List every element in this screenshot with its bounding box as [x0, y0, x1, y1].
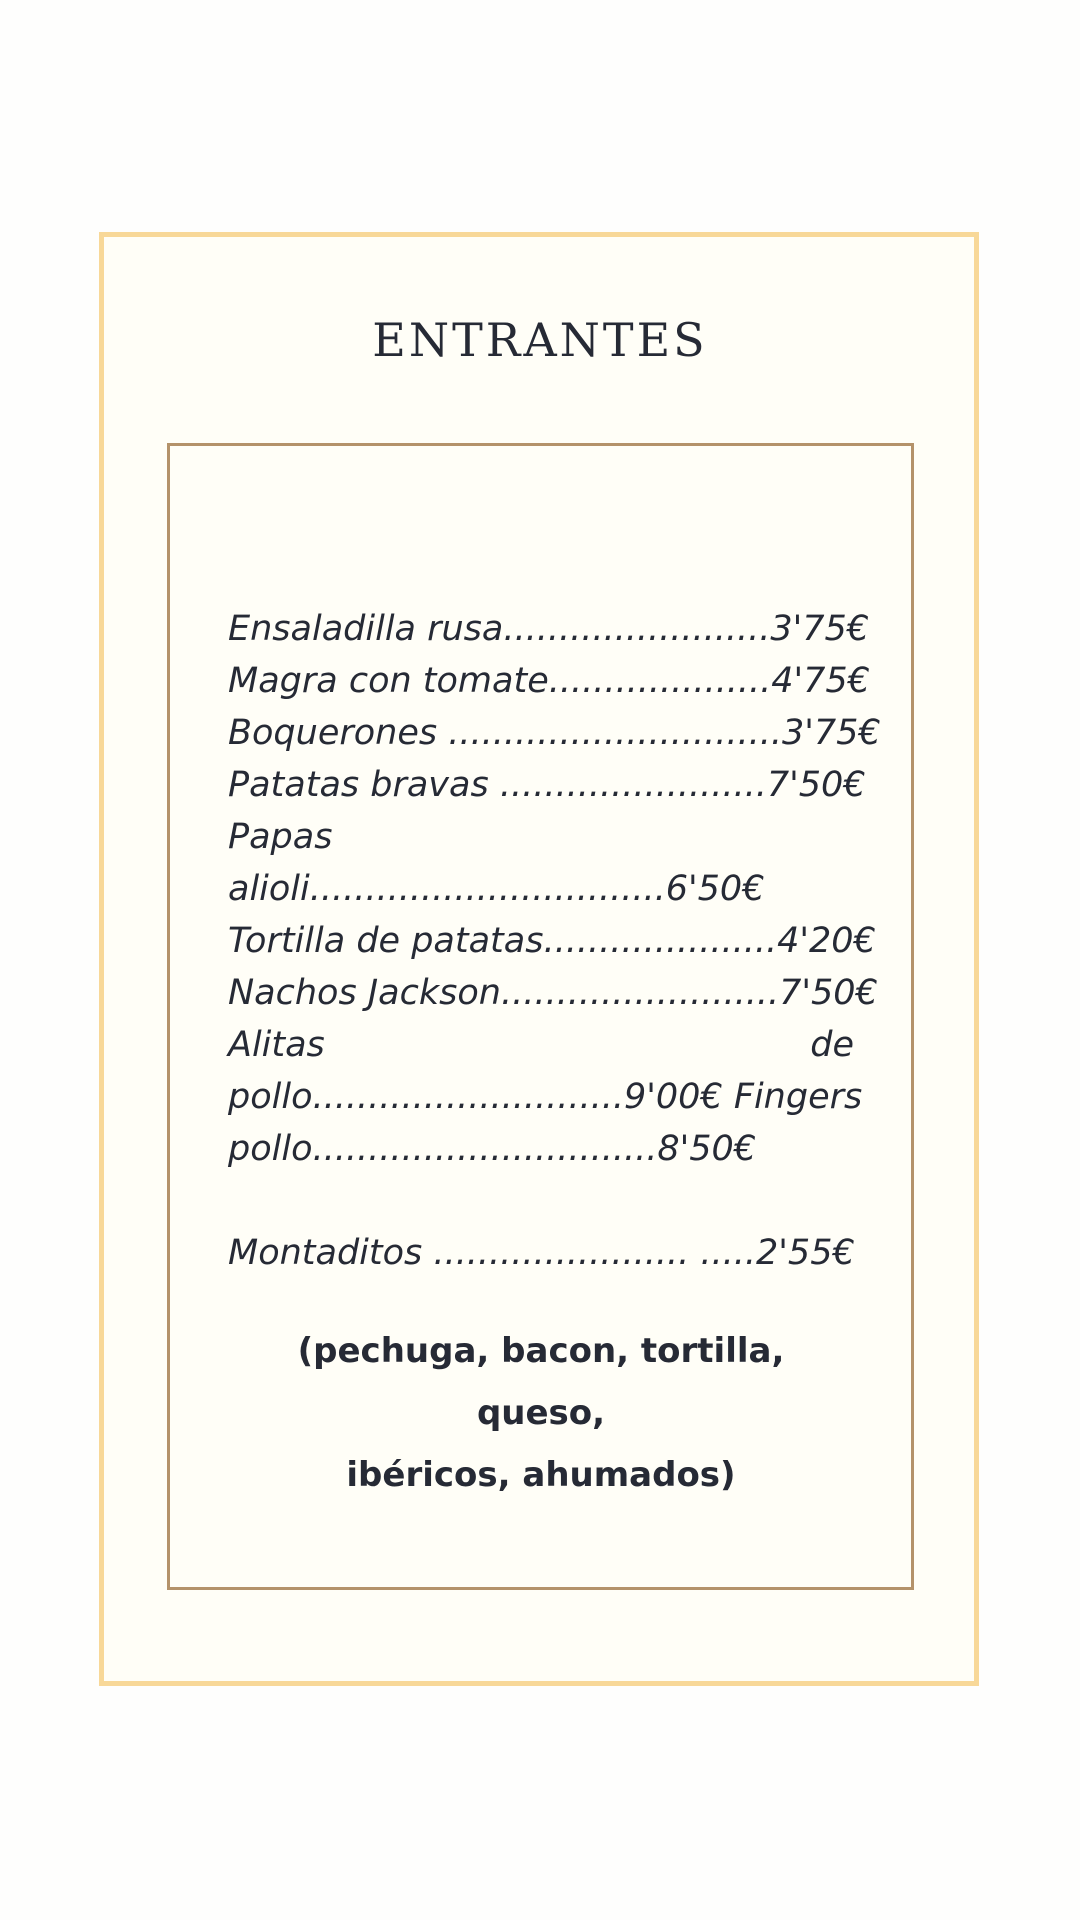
menu-item-nachos: Nachos Jackson.........................7'50€: [228, 973, 878, 1013]
section-title: ENTRANTES: [372, 313, 708, 367]
menu-item-papas: Papas: [228, 817, 333, 857]
menu-item-ensaladilla: Ensaladilla rusa........................3'75€: [228, 609, 870, 649]
montaditos-note: [228, 1320, 854, 1506]
menu-item-magra: Magra con tomate....................4'75€: [228, 661, 870, 701]
menu-item-patatas-bravas: Patatas bravas ........................7'50€: [228, 765, 866, 805]
menu-item-pollo-fingers: pollo............................9'00€ Fingers: [228, 1077, 863, 1117]
menu-items-list: [228, 603, 881, 1279]
menu-item-tortilla: Tortilla de patatas.....................4'20€: [228, 921, 876, 961]
montaditos-note-line-1: (pechuga, bacon, tortilla, queso,: [297, 1331, 785, 1433]
menu-item-alioli: alioli................................6'50€: [228, 869, 765, 909]
menu-item-boquerones: Boquerones ..............................3'75€: [228, 713, 881, 753]
menu-item-montaditos: Montaditos ....................... .....2'55€: [228, 1233, 855, 1273]
montaditos-note-line-2: ibéricos, ahumados): [346, 1455, 736, 1495]
menu-item-alitas: [228, 1019, 854, 1071]
menu-gap: [228, 1175, 854, 1227]
menu-item-pollo-price: pollo...............................8'50€: [228, 1129, 757, 1169]
menu-item-alitas-word: Alitas: [228, 1025, 325, 1065]
menu-item-de-word: de: [810, 1025, 854, 1065]
